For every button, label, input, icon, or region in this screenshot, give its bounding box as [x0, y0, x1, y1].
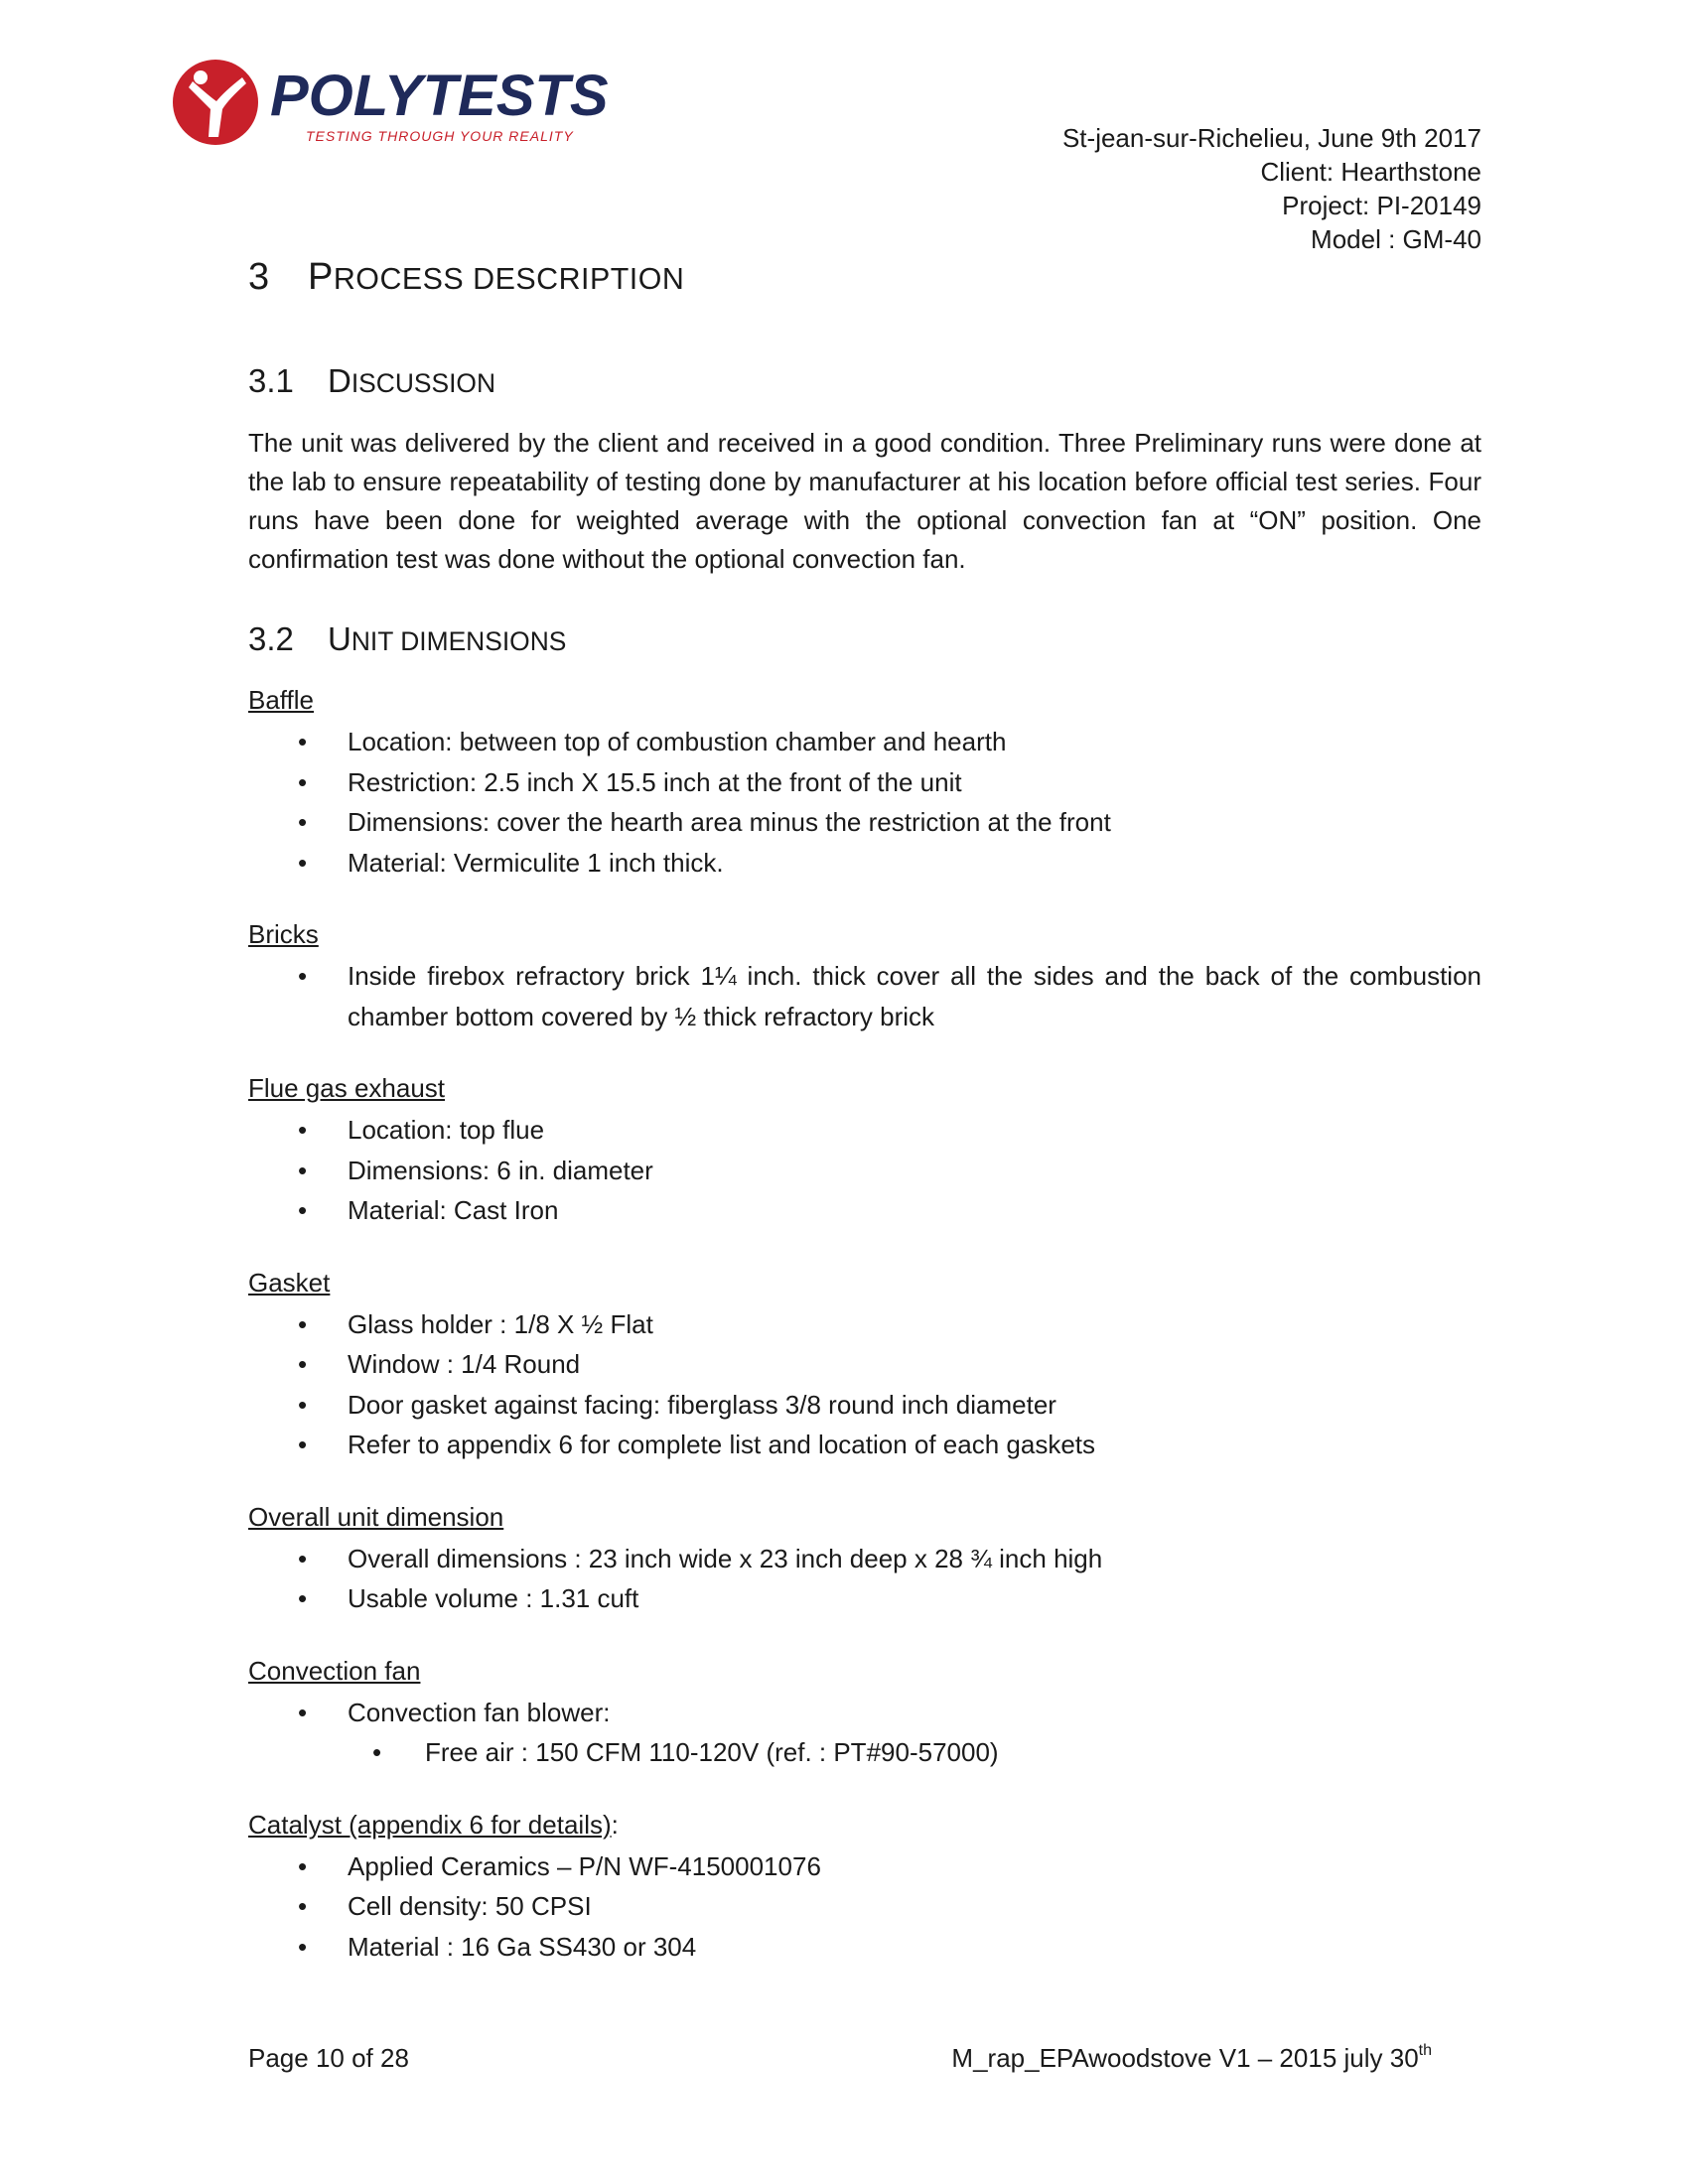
list-item: • Inside firebox refractory brick 1¼ inch. thick cover all the sides and the back of the combustion chamber bottom covered by ½ thick refractory brick	[248, 956, 1481, 1036]
list-item: • Material: Cast Iron	[248, 1190, 1481, 1231]
list-item: • Convection fan blower:	[248, 1693, 1481, 1733]
discussion-number: 3.1	[248, 362, 294, 399]
fan-list	[248, 1693, 1481, 1773]
logo-tagline: TESTING THROUGH YOUR REALITY	[306, 128, 574, 144]
unit-dimensions-heading	[248, 620, 1481, 658]
bullet-icon: •	[298, 1931, 308, 1962]
list-item: • Overall dimensions : 23 inch wide x 23 inch deep x 28 ¾ inch high	[248, 1539, 1481, 1579]
overall-list	[248, 1539, 1481, 1619]
bullet-icon: •	[298, 807, 308, 837]
bullet-icon: •	[298, 766, 308, 797]
list-item: • Door gasket against facing: fiberglass 3/8 round inch diameter	[248, 1385, 1481, 1426]
bricks-heading: Bricks	[248, 919, 319, 949]
overall-heading: Overall unit dimension	[248, 1501, 504, 1532]
bullet-icon: •	[298, 1430, 308, 1459]
bullet-icon: •	[298, 1155, 308, 1185]
fan-heading: Convection fan	[248, 1655, 421, 1686]
document-reference: M_rap_EPAwoodstove V1 – 2015 july 30th	[951, 2042, 1432, 2073]
header-project: Project: PI-20149	[1282, 191, 1481, 220]
page-number: Page 10 of 28	[248, 2043, 409, 2073]
list-item: • Glass holder : 1/8 X ½ Flat	[248, 1304, 1481, 1345]
gasket-list	[248, 1304, 1481, 1465]
bullet-icon: •	[298, 1697, 308, 1727]
section-title-cap: P	[308, 256, 334, 298]
list-item: • Dimensions: 6 in. diameter	[248, 1151, 1481, 1191]
bullet-icon: •	[298, 1115, 308, 1145]
header-client: Client: Hearthstone	[1260, 157, 1481, 187]
page-footer	[248, 2043, 1432, 2074]
bricks-list	[248, 956, 1481, 1036]
catalyst-heading: Catalyst (appendix 6 for details):	[248, 1809, 619, 1840]
list-item: • Material: Vermiculite 1 inch thick.	[248, 843, 1481, 884]
header-model: Model : GM-40	[1311, 224, 1481, 254]
section-number: 3	[248, 256, 270, 298]
flue-heading: Flue gas exhaust	[248, 1073, 446, 1103]
bullet-icon: •	[298, 1389, 308, 1420]
logo-wordmark: POLYTESTS	[270, 64, 609, 128]
list-item: • Refer to appendix 6 for complete list and location of each gaskets	[248, 1425, 1481, 1465]
bullet-icon: •	[372, 1737, 382, 1767]
bullet-icon: •	[298, 847, 308, 878]
bullet-icon: •	[298, 1195, 308, 1225]
header-location-date: St-jean-sur-Richelieu, June 9th 2017	[1061, 123, 1481, 153]
discussion-paragraph: The unit was delivered by the client and received in a good condition. Three Preliminary runs were done at the lab to ensure repeatability of testing done by manufacturer at his location before official test series. Four runs have been done for weighted average with the optional convection fan at “ON” position. One confirmation test was done without the optional convection fan.	[248, 428, 1481, 574]
bullet-icon: •	[298, 1850, 308, 1881]
bullet-icon: •	[298, 1543, 308, 1573]
bullet-icon: •	[298, 1891, 308, 1921]
bullet-icon: •	[298, 961, 308, 991]
bullet-icon: •	[298, 727, 308, 756]
list-item: • Applied Ceramics – P/N WF-4150001076	[248, 1846, 1481, 1887]
list-item: • Free air : 150 CFM 110-120V (ref. : PT#90-57000)	[248, 1732, 1481, 1773]
section-title-rest: ROCESS DESCRIPTION	[333, 262, 685, 296]
discussion-title-cap: D	[328, 362, 352, 399]
unit-dimensions-title-rest: NIT DIMENSIONS	[351, 626, 567, 656]
flue-list	[248, 1110, 1481, 1231]
list-item: • Usable volume : 1.31 cuft	[248, 1578, 1481, 1619]
unit-dimensions-number: 3.2	[248, 620, 294, 657]
discussion-title-rest: ISCUSSION	[351, 368, 496, 398]
list-item: • Window : 1/4 Round	[248, 1344, 1481, 1385]
discussion-heading	[248, 362, 1481, 400]
list-item: • Cell density: 50 CPSI	[248, 1886, 1481, 1927]
list-item: • Location: top flue	[248, 1110, 1481, 1151]
bullet-icon: •	[298, 1583, 308, 1613]
section-heading	[248, 256, 1481, 299]
list-item: • Dimensions: cover the hearth area minus the restriction at the front	[248, 802, 1481, 843]
bullet-icon: •	[298, 1308, 308, 1339]
bullet-icon: •	[298, 1349, 308, 1379]
list-item: • Restriction: 2.5 inch X 15.5 inch at the front of the unit	[248, 762, 1481, 803]
list-item: • Location: between top of combustion chamber and hearth	[248, 722, 1481, 762]
gasket-heading: Gasket	[248, 1267, 331, 1297]
polytests-logo	[171, 58, 628, 147]
list-item: • Material : 16 Ga SS430 or 304	[248, 1927, 1481, 1968]
catalyst-list	[248, 1846, 1481, 1968]
baffle-heading: Baffle	[248, 685, 315, 715]
header-info	[1062, 121, 1481, 256]
page-content	[248, 256, 1481, 2000]
baffle-list	[248, 722, 1481, 883]
unit-dimensions-title-cap: U	[328, 620, 352, 657]
